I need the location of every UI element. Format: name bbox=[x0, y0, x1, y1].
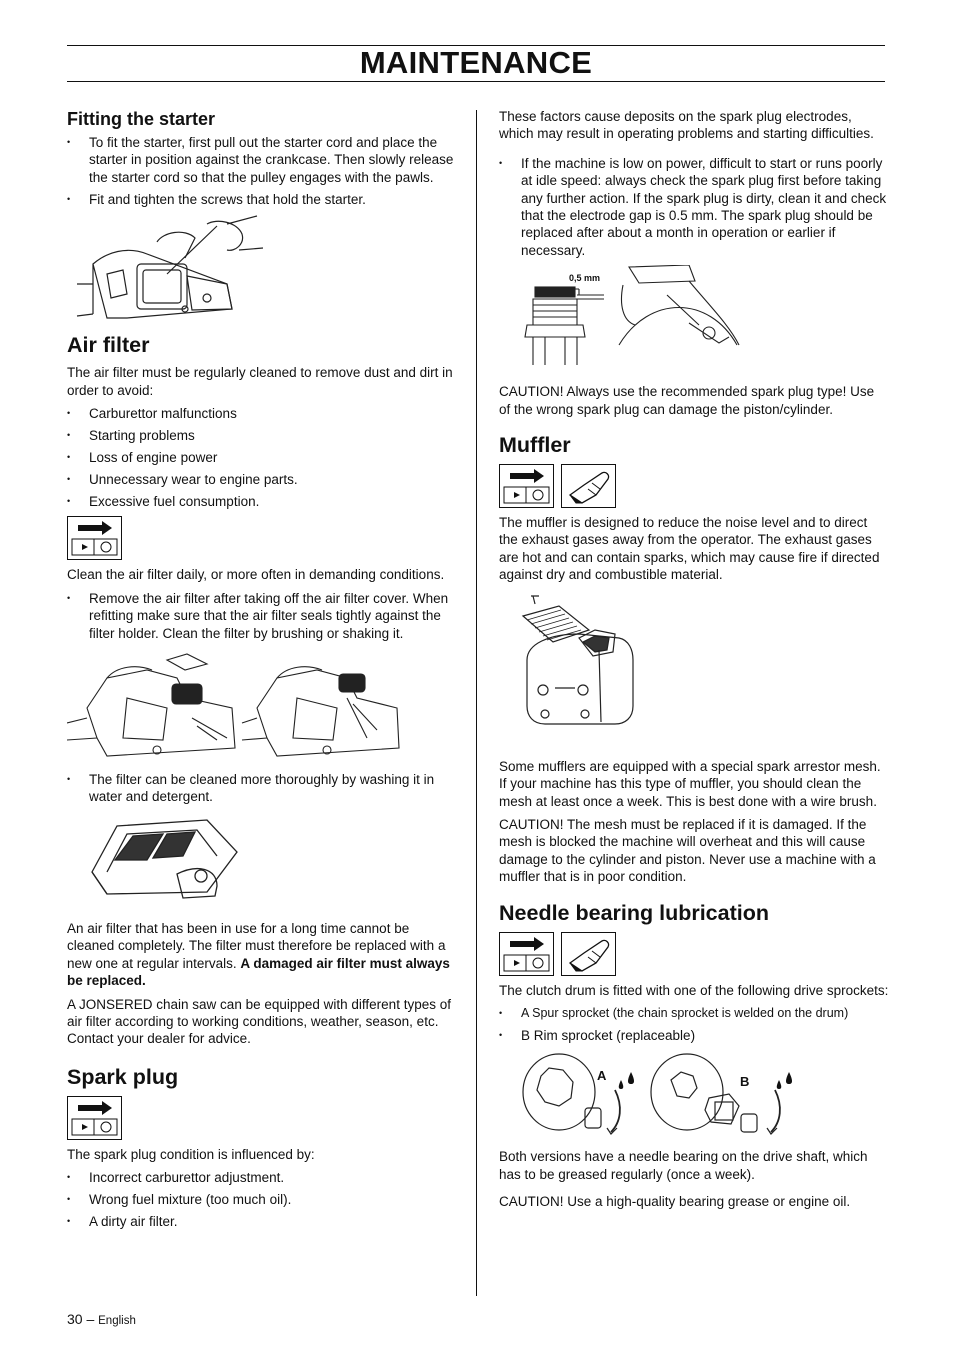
page-number: 30 – bbox=[67, 1311, 95, 1327]
list-item: • The filter can be cleaned more thoroughly by washing it in water and detergent. bbox=[67, 771, 457, 806]
sprocket-illustration bbox=[499, 1050, 799, 1140]
needle-bearing-text: Both versions have a needle bearing on the drive shaft, which has to be greased regularly (once a week). bbox=[499, 1149, 868, 1182]
spark-plug-factors-list bbox=[67, 1169, 457, 1230]
starter-fitting-illustration bbox=[67, 214, 267, 324]
page-title: MAINTENANCE bbox=[359, 45, 593, 80]
list-item: • Wrong fuel mixture (too much oil). bbox=[67, 1191, 457, 1208]
spark-plug-gap-illustration bbox=[499, 265, 759, 375]
header-rule-bottom bbox=[67, 81, 885, 82]
list-item: • Starting problems bbox=[67, 427, 457, 444]
fitting-starter-heading: Fitting the starter bbox=[67, 109, 216, 129]
needle-bearing-icons bbox=[499, 932, 889, 976]
replace-filter-warning: A damaged air filter must always be replaced. bbox=[67, 955, 450, 989]
list-item: • Fit and tighten the screws that hold the starter. bbox=[67, 191, 457, 208]
list-item: • Loss of engine power bbox=[67, 449, 457, 466]
muffler-caution: CAUTION! The mesh must be replaced if it is damaged. If the mesh is blocked the machine will overheat and this will cause damage to the cylinder and piston. Never use a machine with a muffler that is in poor condition. bbox=[499, 816, 876, 885]
stop-engine-icon bbox=[499, 464, 554, 508]
air-filter-intro: The air filter must be regularly cleaned to remove dust and dirt in order to avoid: bbox=[67, 365, 453, 398]
column-divider bbox=[476, 110, 477, 1296]
wash-filter-list bbox=[67, 771, 457, 806]
remove-filter-list bbox=[67, 590, 457, 642]
spark-arrestor-text: Some mufflers are equipped with a special spark arrestor mesh. If your machine has this type of muffler, you should clean the mesh at least once a week. This is best done with a wire brush. bbox=[499, 758, 881, 809]
list-item: • Unnecessary wear to engine parts. bbox=[67, 471, 457, 488]
electrode-gap-label: 0,5 mm bbox=[569, 273, 601, 284]
air-filter-heading: Air filter bbox=[67, 333, 150, 358]
list-item: • A Spur sprocket (the chain sprocket is welded on the drum) bbox=[499, 1005, 889, 1022]
muffler-heading: Muffler bbox=[499, 433, 571, 458]
muffler-icons bbox=[499, 464, 889, 508]
list-item: • If the machine is low on power, difficult to start or runs poorly at idle speed: always check the spark plug first before taking any further action. If the spark plug is dirty, clean it and check that the electrode gap is 0.5 mm. The spark plug should be replaced after about a month in operation or earlier if necessary. bbox=[499, 155, 889, 259]
spark-plug-heading: Spark plug bbox=[67, 1064, 179, 1089]
left-column bbox=[67, 108, 457, 1237]
protective-glove-icon bbox=[561, 464, 616, 508]
spark-factors-text: These factors cause deposits on the spark plug electrodes, which may result in operating problems and starting difficulties. bbox=[499, 109, 874, 142]
spark-plug-intro: The spark plug condition is influenced by: bbox=[67, 1146, 315, 1162]
protective-glove-icon bbox=[561, 932, 616, 976]
needle-bearing-caution: CAUTION! Use a high-quality bearing grease or engine oil. bbox=[499, 1194, 851, 1210]
stop-engine-icon bbox=[499, 932, 554, 976]
muffler-illustration bbox=[499, 590, 649, 750]
right-column bbox=[499, 108, 889, 1217]
air-filter-washing-illustration bbox=[67, 812, 267, 912]
list-item: • Excessive fuel consumption. bbox=[67, 493, 457, 510]
sprocket-label-a: A bbox=[597, 1068, 607, 1084]
spark-check-list bbox=[499, 155, 889, 259]
air-filter-icons bbox=[67, 516, 457, 560]
list-item: • To fit the starter, first pull out the starter cord and place the starter in position against the crankcase. Then slowly release the starter cord so that the pulley engages with the pawls. bbox=[67, 134, 457, 186]
spark-plug-caution: CAUTION! Always use the recommended spark plug type! Use of the wrong spark plug can damage the piston/cylinder. bbox=[499, 384, 875, 417]
clean-daily-text: Clean the air filter daily, or more often in demanding conditions. bbox=[67, 567, 445, 583]
clutch-drum-intro: The clutch drum is fitted with one of the following drive sprockets: bbox=[499, 982, 889, 998]
fitting-starter-list bbox=[67, 134, 457, 208]
needle-bearing-heading: Needle bearing lubrication bbox=[499, 900, 769, 925]
air-filter-reasons-list bbox=[67, 405, 457, 510]
sprocket-label-b: B bbox=[740, 1074, 750, 1090]
footer-language: English bbox=[98, 1315, 136, 1327]
list-item: • A dirty air filter. bbox=[67, 1213, 457, 1230]
page-footer bbox=[67, 1311, 136, 1327]
list-item: • B Rim sprocket (replaceable) bbox=[499, 1027, 889, 1044]
stop-engine-icon bbox=[67, 516, 122, 560]
stop-engine-icon bbox=[67, 1096, 122, 1140]
replace-filter-text: An air filter that has been in use for a long time cannot be cleaned completely. The filter must therefore be replaced with a new one at regular intervals. A damaged air filter must always be replaced. bbox=[67, 920, 450, 989]
air-filter-removal-illustration bbox=[67, 648, 407, 763]
sprocket-types-list bbox=[499, 1005, 889, 1044]
muffler-text: The muffler is designed to reduce the noise level and to direct the exhaust gases away from the operator. The exhaust gases are hot and can contain sparks, which may cause fire if directed against dry and combustible material. bbox=[499, 515, 880, 583]
list-item: • Incorrect carburettor adjustment. bbox=[67, 1169, 457, 1186]
list-item: • Remove the air filter after taking off the air filter cover. When refitting make sure that the air filter seals tightly against the filter holder. Clean the filter by brushing or shaking it. bbox=[67, 590, 457, 642]
filter-types-text: A JONSERED chain saw can be equipped with different types of air filter according to working conditions, weather, season, etc. Contact your dealer for advice. bbox=[67, 996, 451, 1047]
spark-plug-icons bbox=[67, 1096, 457, 1140]
list-item: • Carburettor malfunctions bbox=[67, 405, 457, 422]
